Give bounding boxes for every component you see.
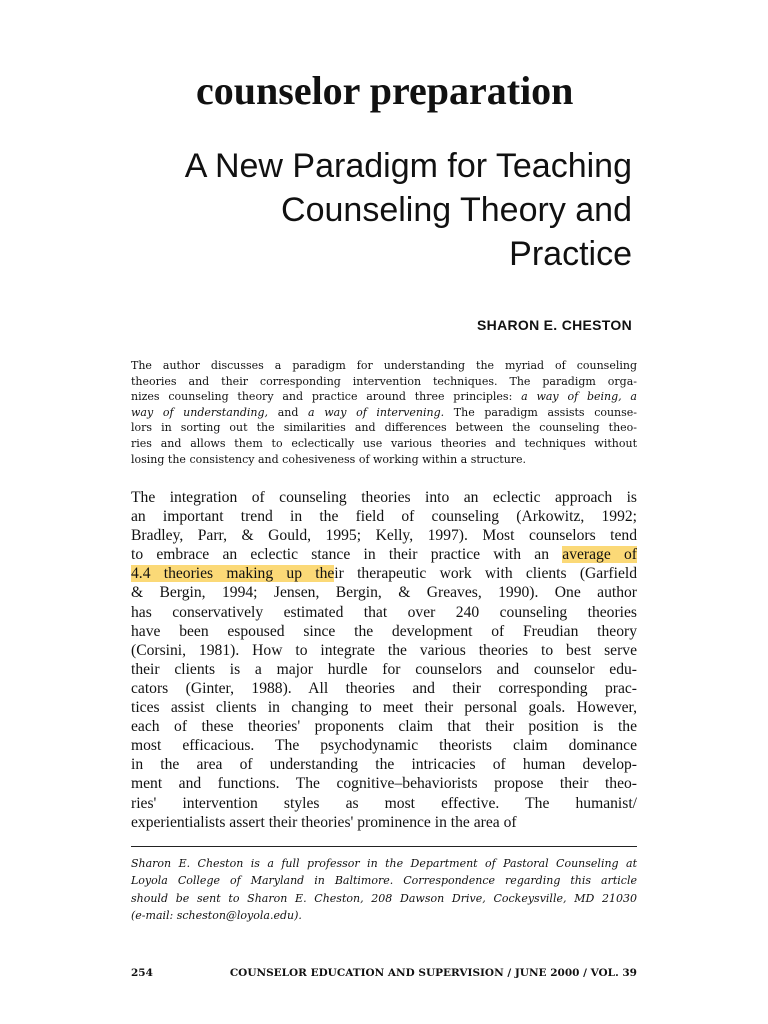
body-line: The integration of counseling theories into an eclectic approach is [131,489,637,506]
body-line: an important trend in the field of counseling (Arkowitz, 1992; [131,508,637,526]
section-title: counselor preparation [196,68,574,113]
abstract-text: The paradigm assists counse- [444,405,638,419]
abstract-text: nizes counseling theory and practice around three principles: [131,390,522,404]
article-title-line: Counseling Theory and [281,191,632,229]
abstract [131,358,637,467]
body-line: most efficacious. The psychodynamic theorists claim dominance [131,737,637,755]
footnote-line: (e-mail: scheston@loyola.edu). [131,908,302,922]
page-number: 254 [131,967,153,979]
body-line: has conservatively estimated that over 240 counseling theories [131,603,637,621]
body-text: ir therapeutic work with clients (Garfield [334,565,637,583]
body-line [131,545,637,564]
body-line: in the area of understanding the intricacies of human develop- [131,756,637,774]
body-line: & Bergin, 1994; Jensen, Bergin, & Greaves, 1990). One author [131,584,637,602]
body-line: tices assist clients in changing to meet their personal goals. However, [131,699,637,717]
body-line: ries' intervention styles as most effective. The humanist/ [131,794,637,812]
highlighted-text: average of [562,546,637,564]
author-footnote [131,855,637,924]
body-line: cators (Ginter, 1988). All theories and their corresponding prac- [131,679,637,697]
abstract-text: and [268,405,309,419]
abstract-line: theories and their corresponding intervention techniques. The paradigm orga- [131,374,637,388]
highlighted-text: 4.4 theories making up the [131,565,335,583]
abstract-line: lors in sorting out the similarities and differences between the counseling theo- [131,421,637,435]
journal-citation: COUNSELOR EDUCATION AND SUPERVISION / JUNE 2000 / VOL. 39 [229,967,637,979]
body-line: experientialists assert their theories' prominence in the area of [131,813,517,831]
article-title-line: A New Paradigm for Teaching [184,147,632,185]
footnote-line: Sharon E. Cheston is a full professor in the Department of Pastoral Counseling at [131,857,637,870]
body-line: ment and functions. The cognitive–behaviorists propose their theo- [131,775,637,793]
abstract-line: losing the consistency and cohesiveness of working within a structure. [131,452,527,466]
footnote-line: Loyola College of Maryland in Baltimore. Correspondence regarding this article [131,874,637,888]
abstract-line [131,389,637,405]
body-line: each of these theories' proponents claim that their position is the [131,718,637,736]
page-footer [131,964,637,982]
body-line: Bradley, Parr, & Gould, 1995; Kelly, 1997). Most counselors tend [131,527,637,545]
body-paragraph [131,488,637,832]
article-title [112,144,632,276]
author-name: SHARON E. CHESTON [477,317,632,333]
body-line: (Corsini, 1981). How to integrate the various theories to best serve [131,641,637,659]
abstract-emphasis: a way of being, a [521,390,637,404]
footnote-line: should be sent to Sharon E. Cheston, 208 Dawson Drive, Cockeysville, MD 21030 [131,891,637,905]
body-line: their clients is a major hurdle for counselors and counselor edu- [131,660,637,678]
abstract-line: The author discusses a paradigm for understanding the myriad of counseling [131,359,637,372]
abstract-line: ries and allows them to eclectically use various theories and techniques without [131,436,637,450]
body-text: to embrace an eclectic stance in their practice with an [131,546,563,564]
body-line [131,564,637,583]
abstract-emphasis: a way of intervening. [308,405,445,419]
abstract-line [131,405,637,421]
footnote-divider [131,846,637,847]
abstract-emphasis: way of understanding, [131,405,269,419]
body-line: have been espoused since the development of Freudian theory [131,622,637,640]
article-title-line: Practice [509,235,632,273]
